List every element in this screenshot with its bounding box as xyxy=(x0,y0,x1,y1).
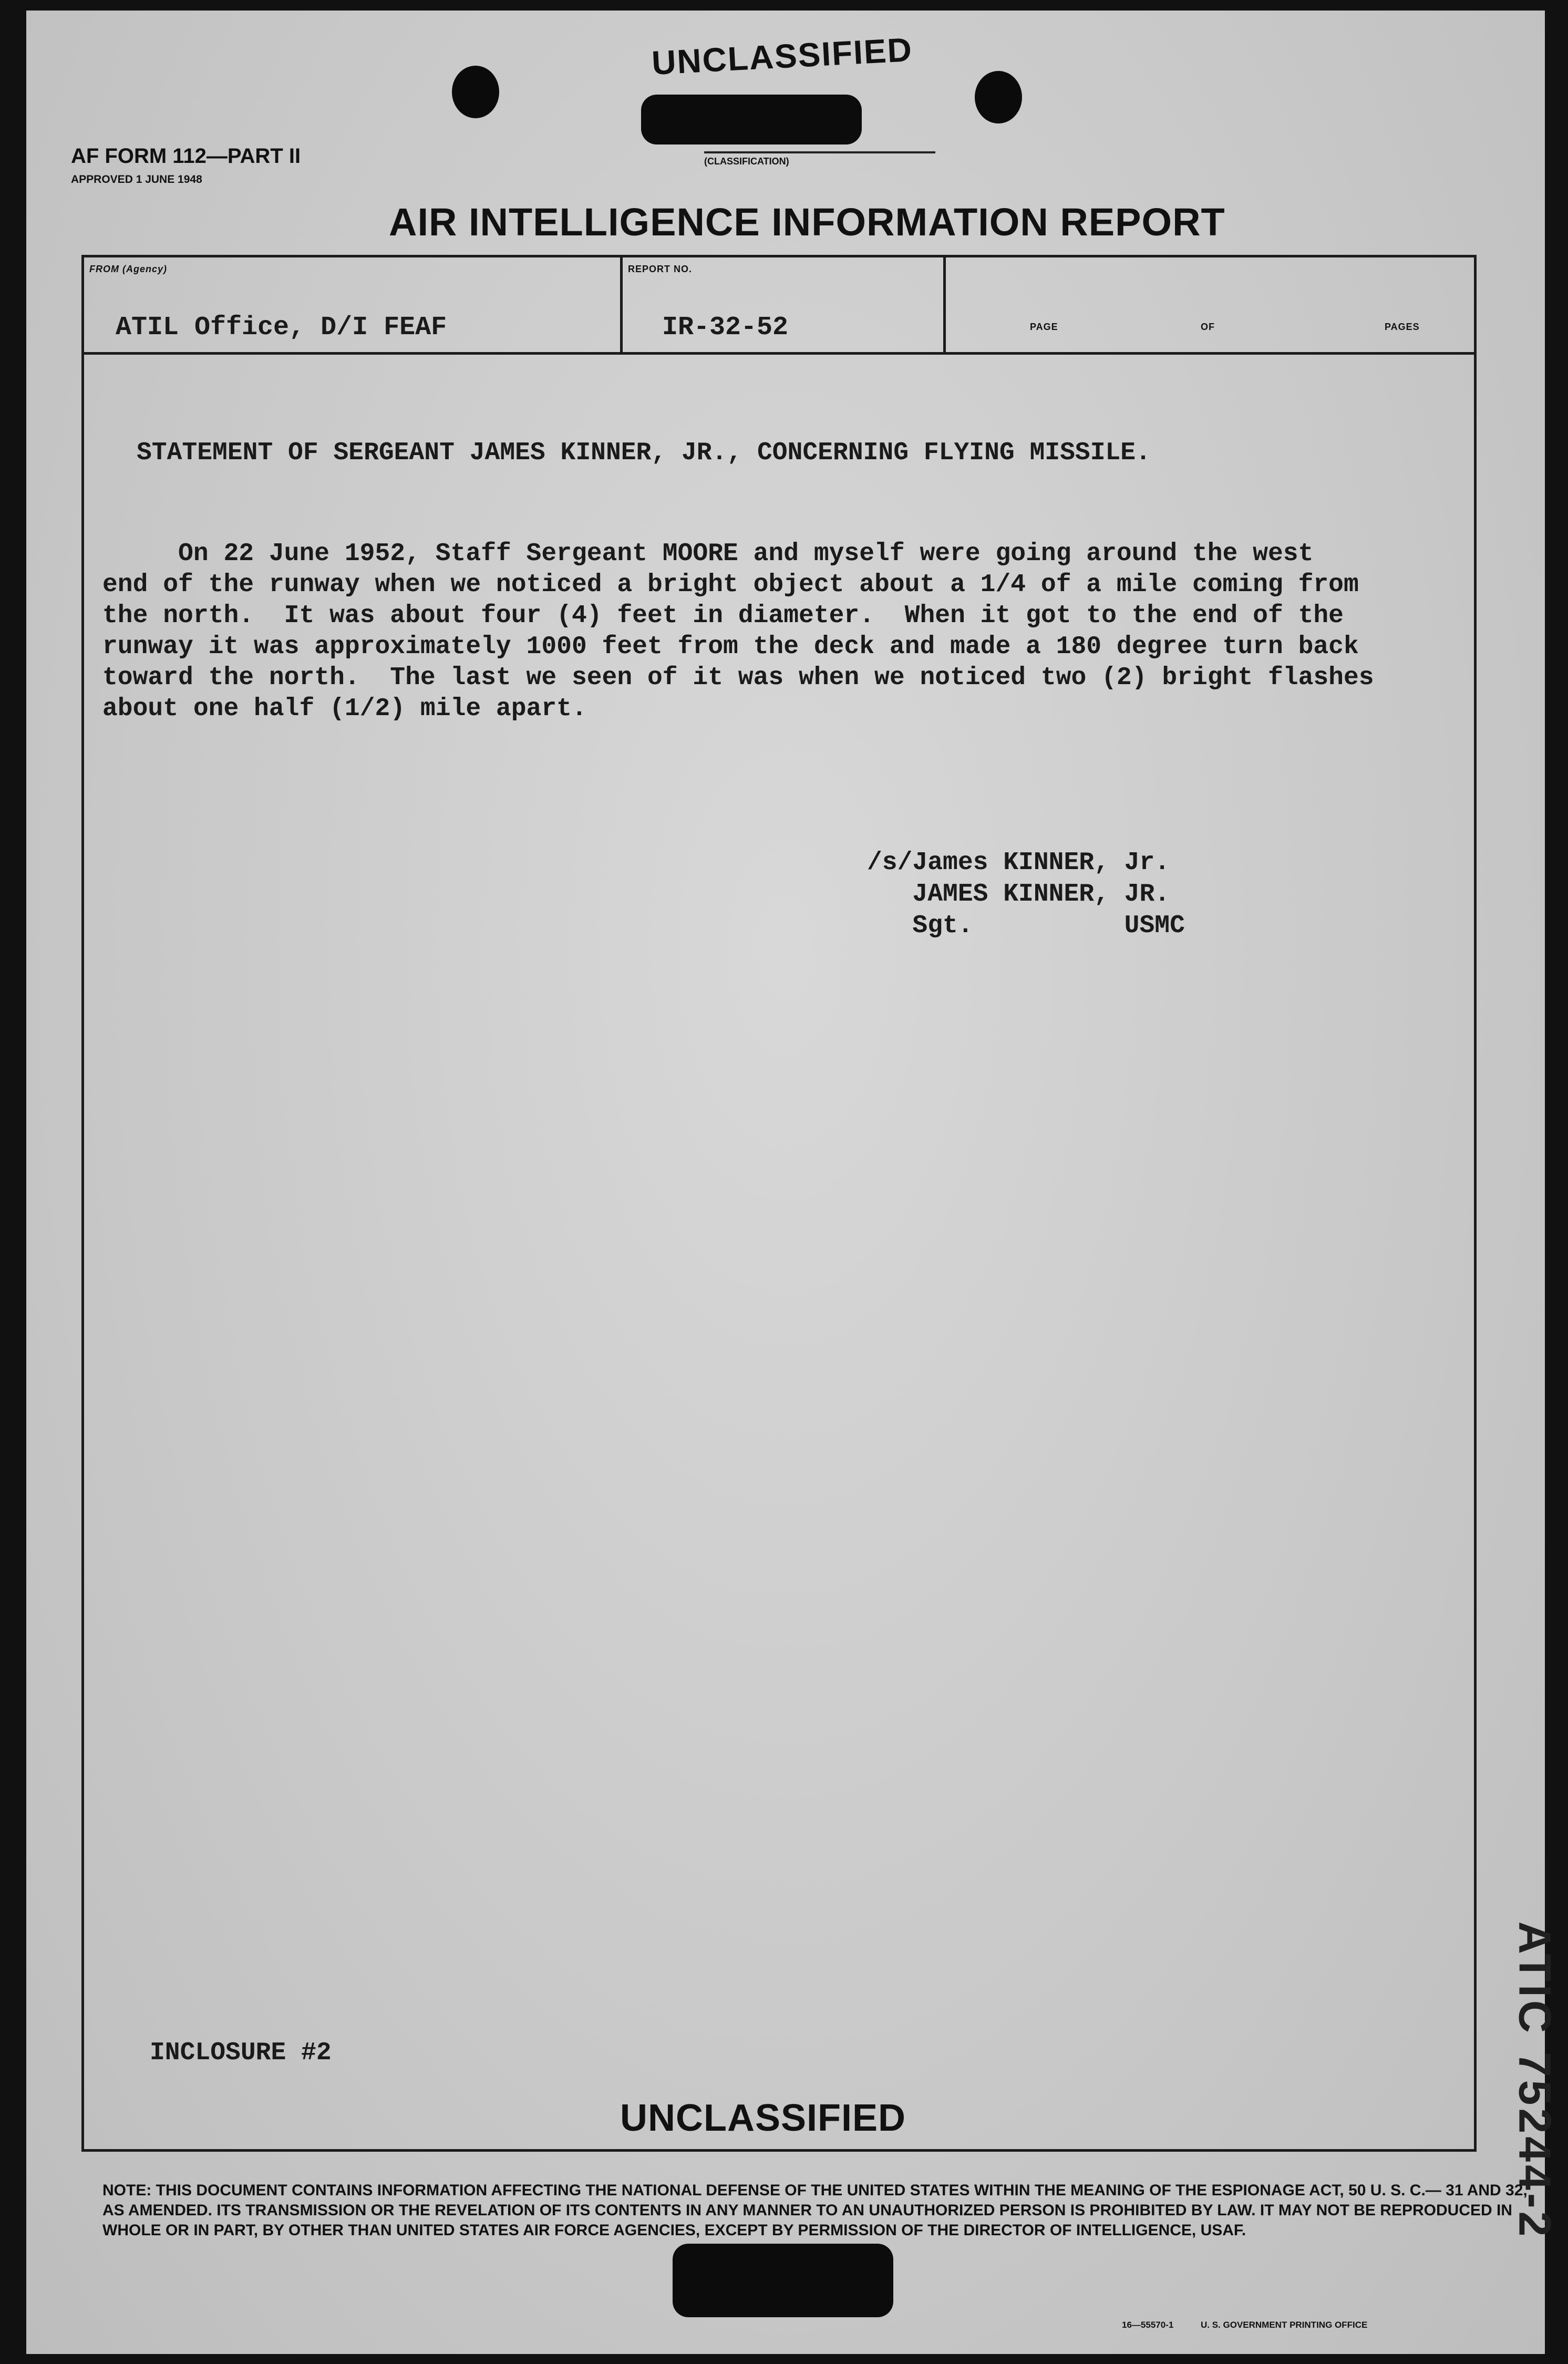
pages-label: PAGES xyxy=(1385,322,1420,332)
classification-stamp-top: UNCLASSIFIED xyxy=(651,30,914,82)
page-label: PAGE xyxy=(1030,322,1058,332)
report-no-label: REPORT NO. xyxy=(628,264,693,274)
print-code: 16—55570-1 xyxy=(1122,2320,1174,2330)
paragraph-line: the north. It was about four (4) feet in diameter. When it got to the end of the xyxy=(102,602,1344,630)
paragraph-line: toward the north. The last we seen of it was when we noticed two (2) bright flashes xyxy=(102,664,1374,692)
punch-hole-left xyxy=(452,66,499,118)
paragraph-line: runway it was approximately 1000 feet from the deck and made a 180 degree turn back xyxy=(102,633,1359,661)
form-id: AF FORM 112—PART II xyxy=(71,144,301,168)
redaction-bottom xyxy=(673,2244,893,2317)
statement-heading: STATEMENT OF SERGEANT JAMES KINNER, JR., CONCERNING FLYING MISSILE. xyxy=(137,439,1151,467)
form-approved-date: APPROVED 1 JUNE 1948 xyxy=(71,173,202,185)
form-header-row xyxy=(84,257,1474,355)
atic-number-stamp: ATIC 75244-2 xyxy=(1509,1921,1560,2240)
classification-caption: (CLASSIFICATION) xyxy=(704,156,789,167)
from-label: FROM (Agency) xyxy=(89,264,167,274)
document-page xyxy=(26,11,1560,2354)
signature-name: JAMES KINNER, JR. xyxy=(867,880,1170,909)
from-value: ATIL Office, D/I FEAF xyxy=(116,313,447,343)
classification-stamp-bottom: UNCLASSIFIED xyxy=(620,2097,906,2139)
of-label: OF xyxy=(1201,322,1215,332)
classification-rule xyxy=(704,151,935,153)
signature-line: /s/James KINNER, Jr. xyxy=(867,849,1170,877)
header-divider-2 xyxy=(943,257,946,352)
punch-hole-right xyxy=(975,71,1022,123)
report-title: AIR INTELLIGENCE INFORMATION REPORT xyxy=(389,200,1225,244)
paragraph-line: about one half (1/2) mile apart. xyxy=(102,695,587,723)
signature-rank: Sgt. USMC xyxy=(867,912,1185,940)
header-divider-1 xyxy=(620,257,623,352)
printer-imprint: U. S. GOVERNMENT PRINTING OFFICE xyxy=(1201,2320,1368,2330)
legal-note: NOTE: THIS DOCUMENT CONTAINS INFORMATION AFFECTING THE NATIONAL DEFENSE OF THE UNITED STATES WITHIN THE MEANING OF THE ESPIONAGE ACT, 50 U. S. C.— 31 AND 32, AS AMENDED. ITS TRANSMISSION OR THE REVELATION OF ITS CONTENTS IN ANY MANNER TO AN UNAUTHORIZED PERSON IS PROHIBITED BY LAW. IT MAY NOT BE REPRODUCED IN WHOLE OR IN PART, BY OTHER THAN UNITED STATES AIR FORCE AGENCIES, EXCEPT BY PERMISSION OF THE DIRECTOR OF INTELLIGENCE, USAF. xyxy=(102,2182,1528,2239)
paragraph-line: end of the runway when we noticed a bright object about a 1/4 of a mile coming from xyxy=(102,571,1359,599)
paragraph-line: On 22 June 1952, Staff Sergeant MOORE and myself were going around the west xyxy=(102,540,1314,568)
redaction-top xyxy=(641,95,862,144)
report-no-value: IR-32-52 xyxy=(662,313,789,343)
inclosure-label: INCLOSURE #2 xyxy=(150,2039,332,2067)
